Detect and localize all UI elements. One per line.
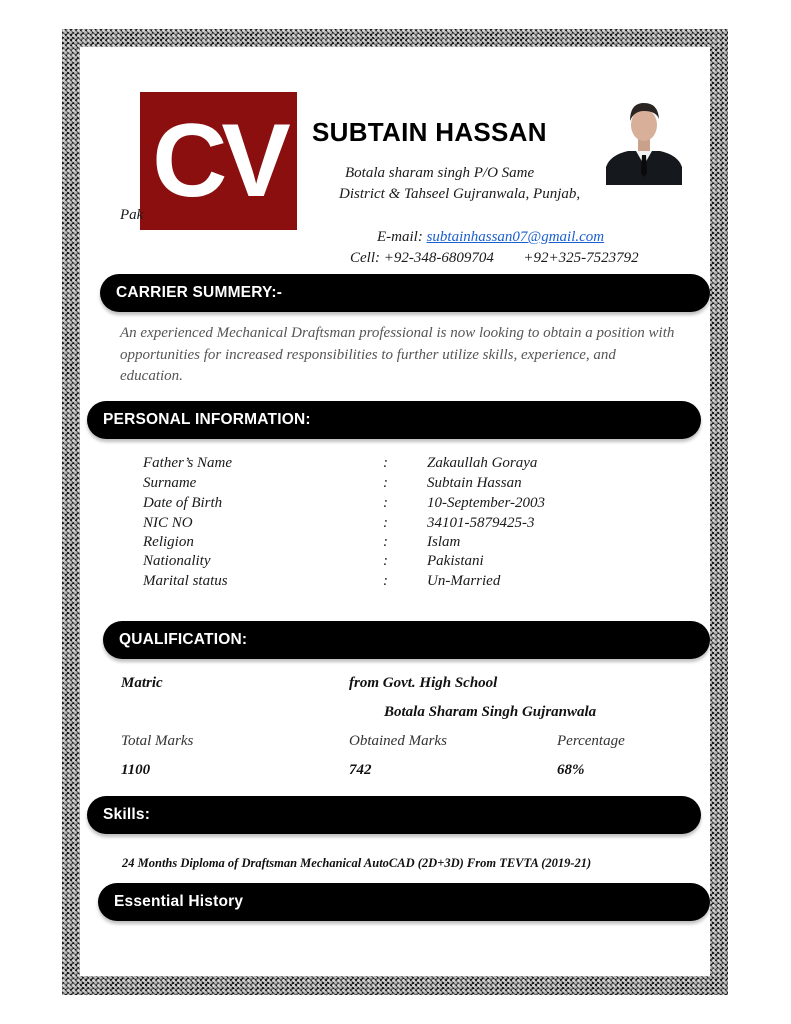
section-title-skills: Skills: bbox=[103, 806, 151, 823]
info-label: Religion bbox=[143, 534, 194, 550]
phone-row bbox=[350, 250, 639, 267]
section-header-summary bbox=[100, 274, 710, 312]
header-obtained-marks: Obtained Marks bbox=[349, 733, 447, 749]
info-row bbox=[80, 534, 710, 554]
info-row bbox=[80, 553, 710, 573]
value-total-marks: 1100 bbox=[121, 762, 151, 778]
info-separator: : bbox=[383, 515, 388, 531]
info-value: Pakistani bbox=[427, 553, 484, 569]
email-label: E-mail: bbox=[377, 229, 423, 245]
skill-item: 24 Months Diploma of Draftsman Mechanical AutoCAD (2D+3D) From TEVTA (2019-21) bbox=[122, 856, 592, 870]
section-header-personal bbox=[87, 401, 701, 439]
section-header-qualification bbox=[103, 621, 710, 659]
header-percentage: Percentage bbox=[557, 733, 625, 749]
qualification-degree: Matric bbox=[121, 675, 163, 691]
cell-label: Cell: bbox=[350, 250, 380, 266]
section-header-history bbox=[98, 883, 710, 921]
info-row bbox=[80, 495, 710, 515]
profile-photo bbox=[606, 93, 682, 185]
info-value: Zakaullah Goraya bbox=[427, 455, 538, 471]
info-separator: : bbox=[383, 534, 388, 550]
section-title-history: Essential History bbox=[114, 893, 244, 910]
info-separator: : bbox=[383, 475, 388, 491]
email-link[interactable]: subtainhassan07@gmail.com bbox=[426, 229, 605, 245]
career-summary-text: An experienced Mechanical Draftsman professional is now looking to obtain a position with opportunities for increased responsibilities to further utilize skills, experience, and education. bbox=[120, 325, 675, 384]
qualification-institute-line-1: from Govt. High School bbox=[349, 675, 498, 691]
phone-1: +92-348-6809704 bbox=[383, 250, 494, 266]
info-label: Surname bbox=[143, 475, 197, 491]
cv-logo bbox=[140, 92, 297, 230]
phone-2: +92+325-7523792 bbox=[523, 250, 639, 266]
info-row bbox=[80, 573, 710, 593]
email-row bbox=[377, 229, 604, 246]
info-value: Subtain Hassan bbox=[427, 475, 522, 491]
info-separator: : bbox=[383, 495, 388, 511]
section-title-summary: CARRIER SUMMERY:- bbox=[116, 284, 283, 301]
info-value: 34101-5879425-3 bbox=[427, 515, 535, 531]
cv-page bbox=[80, 47, 710, 976]
info-label: NIC NO bbox=[143, 515, 193, 531]
info-value: Islam bbox=[427, 534, 461, 550]
info-label: Date of Birth bbox=[143, 495, 223, 511]
info-label: Nationality bbox=[143, 553, 211, 569]
qualification-institute-line-2: Botala Sharam Singh Gujranwala bbox=[384, 704, 597, 720]
info-row bbox=[80, 475, 710, 495]
info-row bbox=[80, 455, 710, 475]
value-obtained-marks: 742 bbox=[349, 762, 372, 778]
address-line-3: Pak bbox=[120, 207, 144, 223]
info-separator: : bbox=[383, 553, 388, 569]
info-value: 10-September-2003 bbox=[427, 495, 546, 511]
info-separator: : bbox=[383, 455, 388, 471]
address-line-2: District & Tahseel Gujranwala, Punjab, bbox=[339, 186, 581, 202]
cv-logo-text: CV bbox=[152, 103, 285, 219]
info-label: Marital status bbox=[143, 573, 228, 589]
value-percentage: 68% bbox=[557, 762, 585, 778]
info-label: Father’s Name bbox=[143, 455, 233, 471]
info-value: Un-Married bbox=[427, 573, 501, 589]
section-title-qualification: QUALIFICATION: bbox=[119, 631, 248, 648]
header-total-marks: Total Marks bbox=[121, 733, 194, 749]
section-title-personal: PERSONAL INFORMATION: bbox=[103, 411, 311, 428]
address-line-1: Botala sharam singh P/O Same bbox=[345, 165, 535, 181]
info-row bbox=[80, 515, 710, 535]
info-separator: : bbox=[383, 573, 388, 589]
section-header-skills bbox=[87, 796, 701, 834]
candidate-name: SUBTAIN HASSAN bbox=[312, 117, 547, 147]
